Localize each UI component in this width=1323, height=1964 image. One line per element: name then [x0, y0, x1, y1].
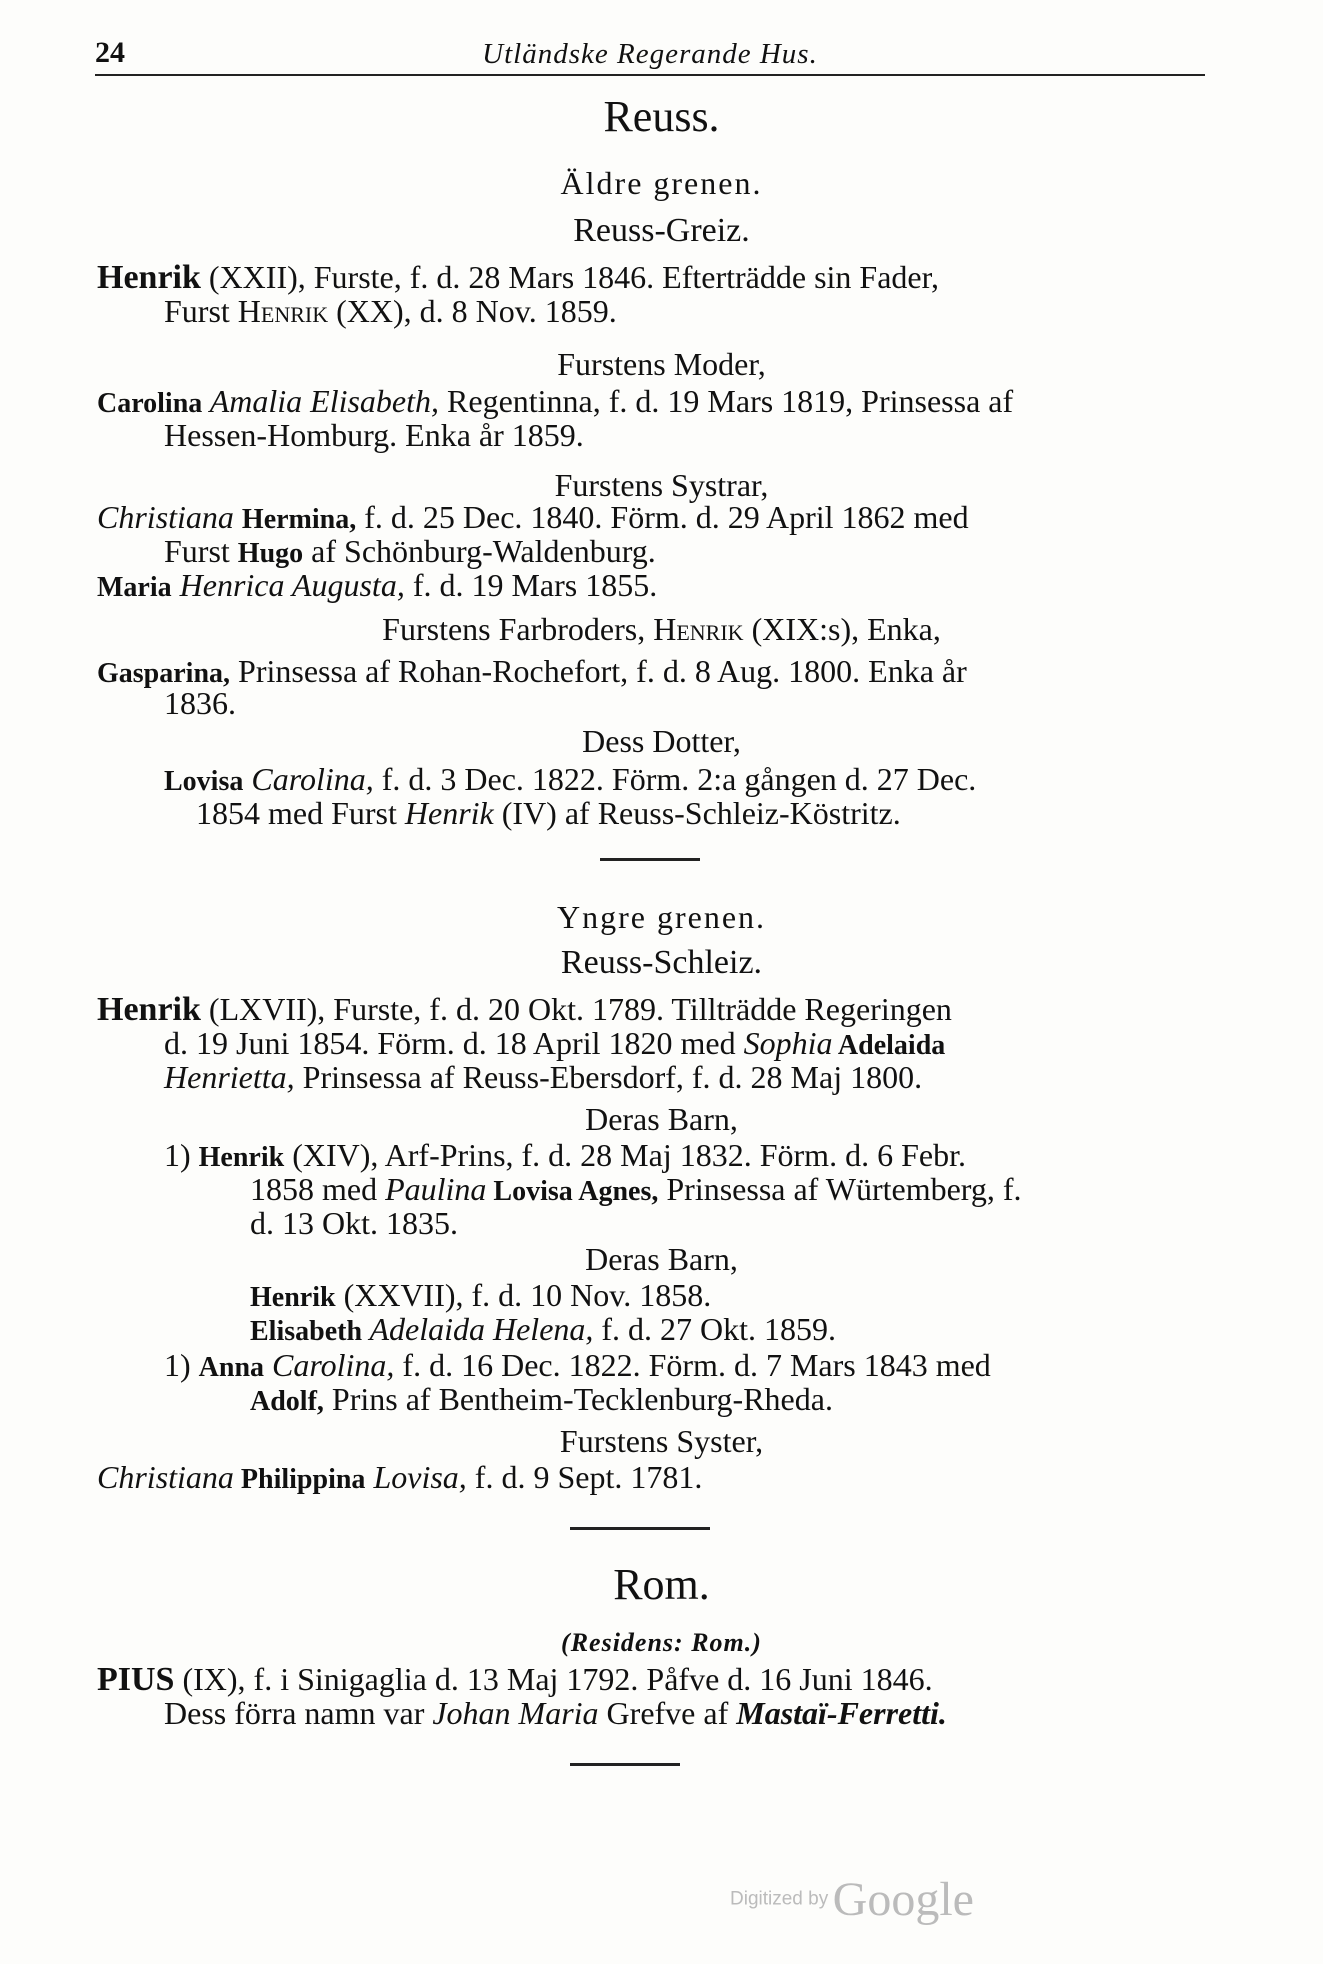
subheading: Furstens Moder, — [557, 346, 766, 382]
entry-line: Henrik (XXVII), f. d. 10 Nov. 1858. — [250, 1277, 712, 1313]
subheading: Furstens Systrar, — [554, 467, 769, 503]
entry-line: Maria Henrica Augusta, f. d. 19 Mars 1855. — [97, 567, 658, 603]
branch-heading-yngre: Yngre grenen. — [556, 899, 767, 935]
divider — [570, 1527, 710, 1530]
entry-line: 1) Anna Carolina, f. d. 16 Dec. 1822. Förm. d. 7 Mars 1843 med — [164, 1347, 991, 1383]
residens-note: (Residens: Rom.) — [561, 1628, 762, 1657]
entry-line: PIUS (IX), f. i Sinigaglia d. 13 Maj 1792. Påfve d. 16 Juni 1846. — [97, 1661, 933, 1698]
entry-line: Gasparina, Prinsessa af Rohan-Rochefort, f. d. 8 Aug. 1800. Enka år — [97, 653, 967, 689]
divider — [570, 1763, 680, 1766]
entry-line: Hessen-Homburg. Enka år 1859. — [164, 417, 584, 453]
entry-line: d. 13 Okt. 1835. — [250, 1205, 458, 1241]
subheading: Furstens Syster, — [559, 1423, 764, 1459]
divider — [600, 858, 700, 861]
digitized-watermark: Digitized by Google — [730, 1873, 974, 1926]
entry-line: Christiana Philippina Lovisa, f. d. 9 Sept. 1781. — [97, 1459, 703, 1495]
house-heading-schleiz: Reuss-Schleiz. — [560, 944, 763, 981]
entry-line: Christiana Hermina, f. d. 25 Dec. 1840. Förm. d. 29 April 1862 med — [97, 499, 969, 535]
entry-line: d. 19 Juni 1854. Förm. d. 18 April 1820 med Sophia Adelaida — [164, 1025, 946, 1061]
entry-line: 1858 med Paulina Lovisa Agnes, Prinsessa af Würtemberg, f. — [250, 1171, 1022, 1207]
page-number: 24 — [95, 36, 125, 69]
branch-heading-aldre: Äldre grenen. — [560, 165, 763, 201]
entry-line: Lovisa Carolina, f. d. 3 Dec. 1822. Förm. 2:a gången d. 27 Dec. — [164, 761, 977, 797]
entry-line: Carolina Amalia Elisabeth, Regentinna, f. d. 19 Mars 1819, Prinsessa af — [97, 383, 1014, 419]
entry-line: Henrik (XXII), Furste, f. d. 28 Mars 1846. Efterträdde sin Fader, — [97, 259, 939, 296]
entry-line: 1836. — [164, 685, 236, 721]
subheading: Dess Dotter, — [582, 723, 741, 759]
entry-line: Henrik (LXVII), Furste, f. d. 20 Okt. 1789. Tillträdde Regeringen — [97, 991, 952, 1028]
entry-line: Elisabeth Adelaida Helena, f. d. 27 Okt. 1859. — [250, 1311, 837, 1347]
page-header — [95, 32, 1205, 76]
section-title-rom: Rom. — [613, 1560, 710, 1609]
house-heading-greiz: Reuss-Greiz. — [573, 212, 750, 249]
subheading: Deras Barn, — [585, 1241, 738, 1277]
subheading: Deras Barn, — [585, 1101, 738, 1137]
entry-line: 1854 med Furst Henrik (IV) af Reuss-Schleiz-Köstritz. — [196, 795, 901, 831]
running-title: Utländske Regerande Hus. — [482, 38, 818, 70]
entry-line: Adolf, Prins af Bentheim-Tecklenburg-Rheda. — [250, 1381, 833, 1417]
section-title-reuss: Reuss. — [603, 92, 720, 141]
entry-line: Furst Hugo af Schönburg-Waldenburg. — [164, 533, 656, 569]
entry-line: Furst Henrik (XX), d. 8 Nov. 1859. — [164, 293, 617, 329]
entry-line: 1) Henrik (XIV), Arf-Prins, f. d. 28 Maj 1832. Förm. d. 6 Febr. — [164, 1137, 966, 1173]
subheading: Furstens Farbroders, Henrik (XIX:s), Enka, — [382, 611, 941, 647]
entry-line: Henrietta, Prinsessa af Reuss-Ebersdorf, f. d. 28 Maj 1800. — [164, 1059, 923, 1095]
entry-line: Dess förra namn var Johan Maria Grefve af Mastaï-Ferretti. — [164, 1695, 947, 1731]
